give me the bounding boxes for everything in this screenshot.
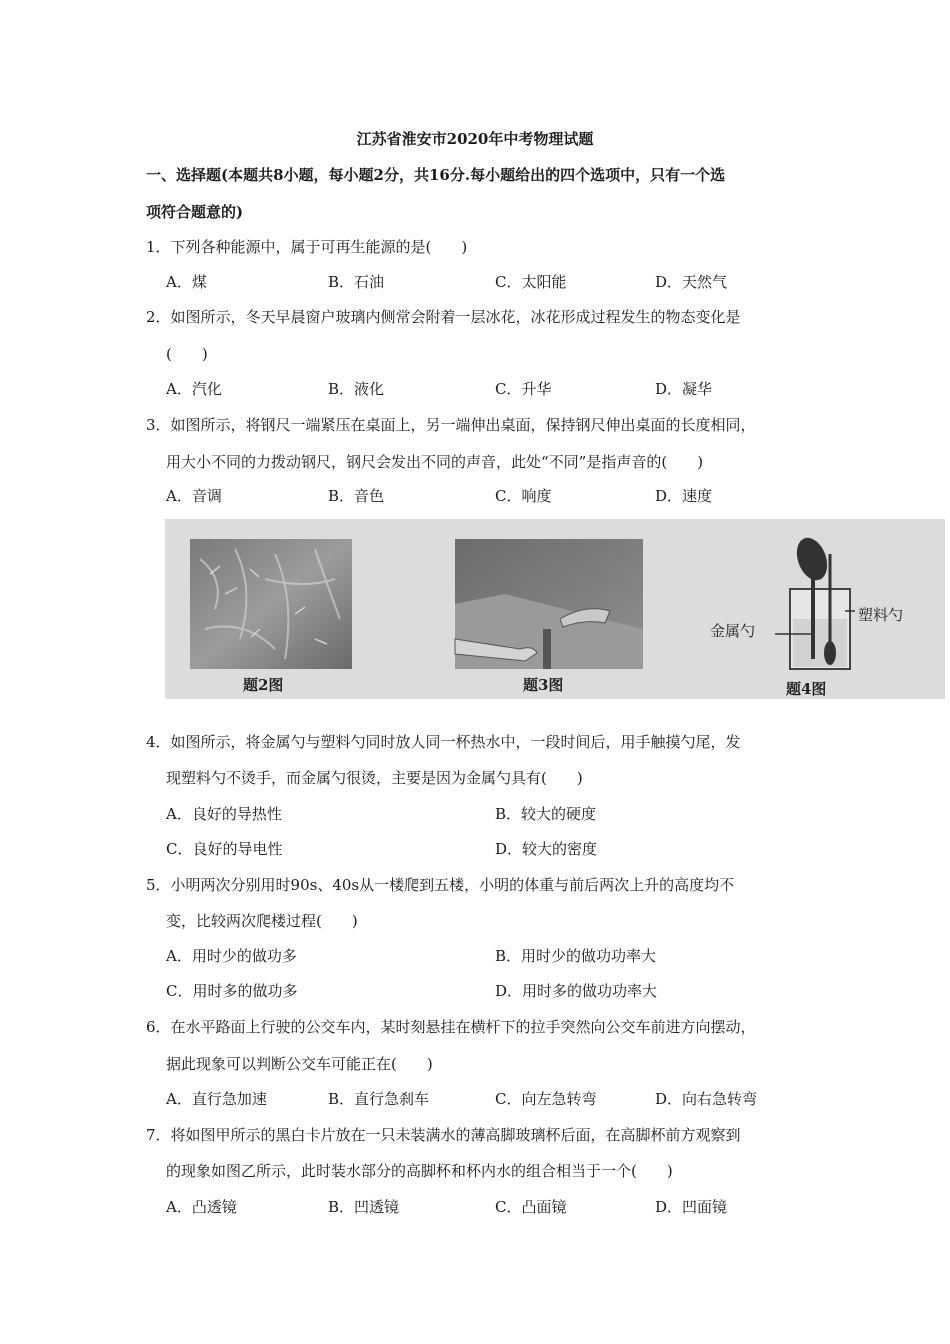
question-5-text-line1: 5．小明两次分别用时90s、40s从一楼爬到五楼，小明的体重与前后两次上升的高度均不 [146, 876, 735, 894]
spoons-cup-figure [775, 534, 855, 669]
question-6-text-line1: 6．在水平路面上行驶的公交车内，某时刻悬挂在横杆下的拉手突然向公交车前进方向摆动， [146, 1018, 756, 1036]
q2-option-d: D．凝华 [655, 380, 713, 398]
q6-option-c: C．向左急转弯 [495, 1090, 597, 1108]
q3-option-a: A．音调 [166, 487, 222, 505]
q3-option-b: B．音色 [328, 487, 385, 505]
metal-spoon-label: 金属勺 [710, 622, 756, 640]
q2-option-b: B．液化 [328, 380, 385, 398]
q7-option-d: D．凹面镜 [655, 1198, 728, 1216]
question-5-text-line2: 变，比较两次爬楼过程( ) [166, 912, 358, 930]
q2-option-a: A．汽化 [166, 380, 222, 398]
section-heading-line1: 一、选择题(本题共8小题，每小题2分，共16分.每小题给出的四个选项中，只有一个选 [146, 166, 726, 184]
q7-option-c: C．凸面镜 [495, 1198, 567, 1216]
question-1-text: 1．下列各种能源中，属于可再生能源的是( ) [146, 238, 468, 256]
question-7-text-line1: 7．将如图甲所示的黑白卡片放在一只未装满水的薄高脚玻璃杯后面，在高脚杯前方观察到 [146, 1126, 741, 1144]
figure-4-caption: 题4图 [786, 680, 827, 698]
page-title: 江苏省淮安市2020年中考物理试题 [356, 130, 594, 148]
figure-strip [165, 519, 945, 699]
figure-3-caption: 题3图 [523, 676, 564, 694]
q4-option-b: B．较大的硬度 [495, 805, 597, 823]
question-3-text-line1: 3．如图所示，将钢尺一端紧压在桌面上，另一端伸出桌面，保持钢尺伸出桌面的长度相同， [146, 416, 756, 434]
q1-option-c: C．太阳能 [495, 273, 567, 291]
q5-option-b: B．用时少的做功功率大 [495, 947, 657, 965]
q6-option-d: D．向右急转弯 [655, 1090, 758, 1108]
q3-option-c: C．响度 [495, 487, 552, 505]
ruler-table-figure [455, 539, 643, 669]
q1-option-a: A．煤 [166, 273, 207, 291]
plastic-spoon-label: 塑料勺 [858, 606, 904, 624]
question-4-text-line2: 现塑料勺不烫手，而金属勺很烫，主要是因为金属勺具有( ) [166, 769, 583, 787]
question-4-text-line1: 4．如图所示，将金属勺与塑料勺同时放人同一杯热水中，一段时间后，用手触摸勺尾，发 [146, 733, 741, 751]
q7-option-b: B．凹透镜 [328, 1198, 400, 1216]
q4-option-d: D．较大的密度 [495, 840, 598, 858]
q3-option-d: D．速度 [655, 487, 713, 505]
q5-option-a: A．用时少的做功多 [166, 947, 297, 965]
figure-illustrations [165, 519, 945, 699]
q7-option-a: A．凸透镜 [166, 1198, 237, 1216]
section-heading-line2: 项符合题意的) [146, 203, 244, 221]
q5-option-d: D．用时多的做功功率大 [495, 982, 658, 1000]
question-7-text-line2: 的现象如图乙所示，此时装水部分的高脚杯和杯内水的组合相当于一个( ) [166, 1162, 673, 1180]
q2-option-c: C．升华 [495, 380, 552, 398]
question-2-text-line2: ( ) [166, 345, 208, 363]
question-3-text-line2: 用大小不同的力拨动钢尺，钢尺会发出不同的声音，此处“不同”是指声音的( ) [166, 453, 704, 471]
q6-option-a: A．直行急加速 [166, 1090, 267, 1108]
q1-option-d: D．天然气 [655, 273, 728, 291]
question-2-text-line1: 2．如图所示，冬天早晨窗户玻璃内侧常会附着一层冰花，冰花形成过程发生的物态变化是 [146, 308, 741, 326]
q5-option-c: C．用时多的做功多 [166, 982, 298, 1000]
q1-option-b: B．石油 [328, 273, 385, 291]
q4-option-c: C．良好的导电性 [166, 840, 283, 858]
q4-option-a: A．良好的导热性 [166, 805, 282, 823]
figure-2-caption: 题2图 [243, 676, 284, 694]
q6-option-b: B．直行急刹车 [328, 1090, 430, 1108]
question-6-text-line2: 据此现象可以判断公交车可能正在( ) [166, 1055, 433, 1073]
frost-figure [190, 539, 352, 669]
